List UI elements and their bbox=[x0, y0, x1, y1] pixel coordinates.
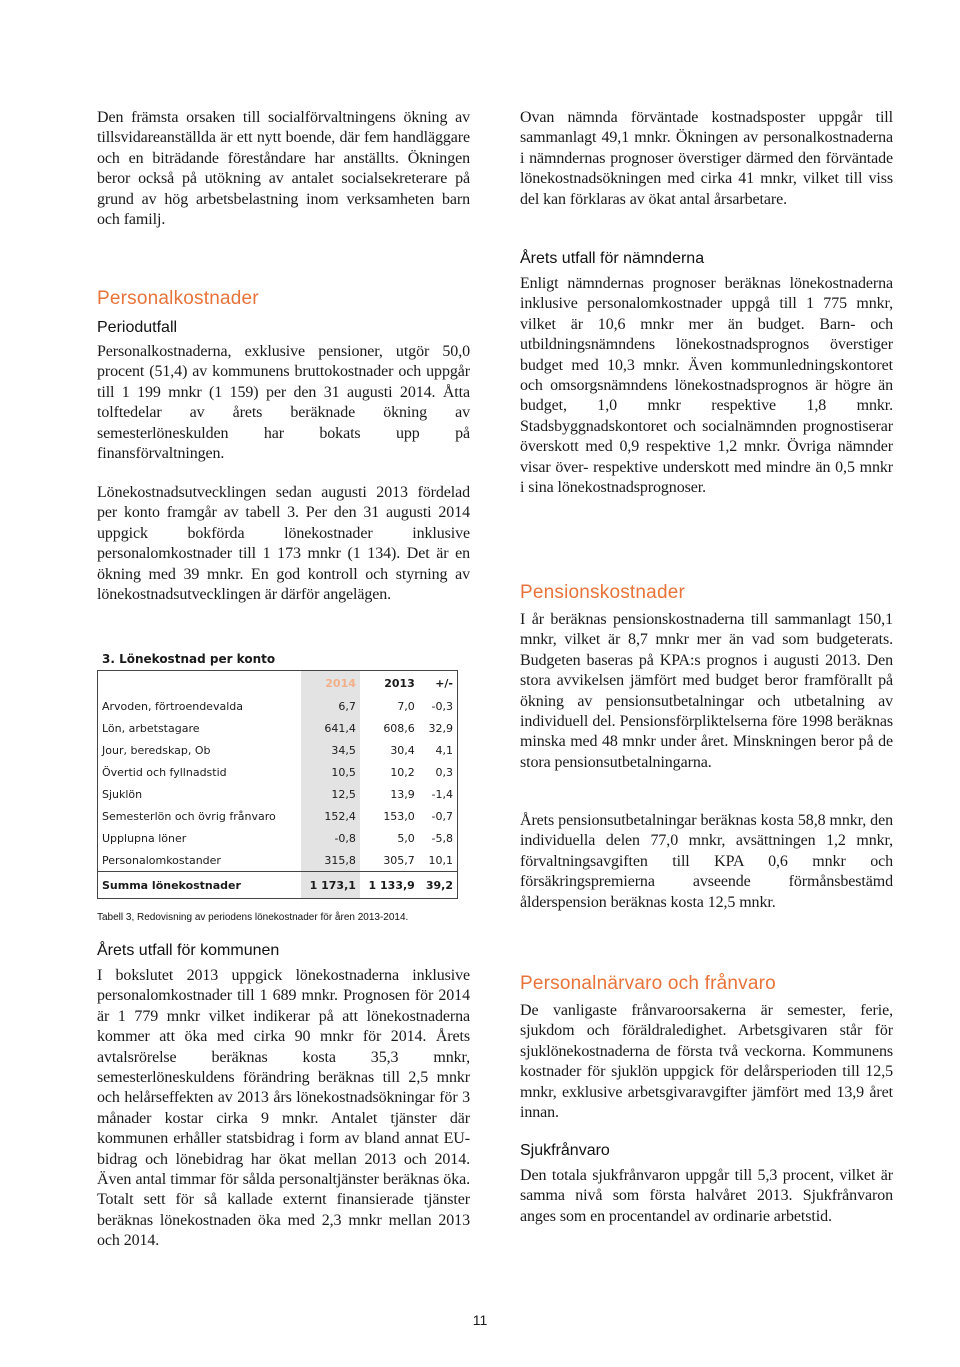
heading-personalkostnader: Personalkostnader bbox=[97, 288, 259, 309]
cell-2013: 13,9 bbox=[390, 787, 415, 801]
cell-2014: 10,5 bbox=[301, 761, 360, 783]
cell-2014: 152,4 bbox=[301, 805, 360, 827]
subheading-periodutfall: Periodutfall bbox=[97, 319, 178, 336]
paragraph-kommunen: I bokslutet 2013 uppgick lönekostnaderna inklusive personalomkostnader till 1 689 mnkr. Prognosen för 2014 är 1 779 mnkr vilket indikerar på att lönekostnaderna kommer att öka med cirka 90 mnkr för 2014. Årets avtalsrörelse beräknas kosta 35,3 mnkr, semesterlöneskuldens förändring beräknas till 2,5 mnkr och helårseffekten av 2013 års lönekostnadsökningar för 3 månader kostar cirka 9 mnkr. Antalet tjänster där kommunen erhåller statsbidrag i form av bland annat EU-bidrag och lönebidrag har ökat mellan 2013 och 2014. Även antal timmar för sålda personaltjänster beräknas öka. Totalt sett för så kallade externt finansierade tjänster beräknas lönekostnaden öka med 2,3 mnkr mellan 2013 och 2014. bbox=[97, 967, 470, 1250]
cell-diff: 10,1 bbox=[428, 853, 453, 867]
table-row bbox=[98, 761, 458, 783]
cell-2013: 5,0 bbox=[397, 831, 415, 845]
lonekostnad-text bbox=[97, 483, 470, 605]
paragraph-lonekostnadsutveckling: Lönekostnadsutvecklingen sedan augusti 2013 fördelad per konto framgår av tabell 3. Per den 31 augusti 2014 uppgick bokförda lönekostnader inklusive personalomkostnader till 1 173 mnkr (1 134). Det är en ökning med 39 mnkr. En god kontroll och styrning av lönekostnadsutvecklingen är därför angelägen. bbox=[97, 484, 470, 604]
cell-2014: 641,4 bbox=[301, 717, 360, 739]
row-label: Upplupna löner bbox=[102, 831, 187, 845]
paragraph-sjukfranvaro: Den totala sjukfrånvaron uppgår till 5,3 procent, vilket är samma nivå som första halvåret 2013. Sjukfrånvaron anges som en procentandel av ordinarie arbetstid. bbox=[520, 1167, 893, 1225]
pension-text-2 bbox=[520, 811, 893, 913]
cell-2014: 34,5 bbox=[301, 739, 360, 761]
row-label: Semesterlön och övrig frånvaro bbox=[102, 809, 276, 823]
paragraph-namnderna: Enligt nämndernas prognoser beräknas lönekostnaderna inklusive personalomkostnader uppgå till 1 775 mnkr, vilket är 10,6 mnkr mer än budget. Barn- och utbildningsnämndens lönekostnadsprognos överstiger budget med 10,3 mnkr. Även kommunledningskontoret och omsorgsnämndens lönekostnadsprognos är högre än budget, 1,0 mnkr respektive 1,8 mnkr. Stadsbyggnadskontoret och socialnämnden prognostiserar överskott med 0,9 respektive 1,2 mnkr. Övriga nämnder visar över- respektive underskott med mindre än 0,5 mnkr i sina lönekostnadsprognoser. bbox=[520, 275, 893, 497]
cell-2013: 10,2 bbox=[390, 765, 415, 779]
paragraph-periodutfall: Personalkostnaderna, exklusive pensioner, utgör 50,0 procent (51,4) av kommunens bruttokostnader och uppgår till 1 199 mnkr (1 159) per den 31 augusti 2014. Åtta tolftedelar av årets beräknade ökning av semesterlöneskulden har bokats upp på finansförvaltningen. bbox=[97, 343, 470, 463]
page-number: 11 bbox=[472, 1312, 488, 1328]
cell-2014: 6,7 bbox=[301, 695, 360, 717]
periodutfall-text bbox=[97, 342, 470, 464]
heading-personalnarvaro: Personalnärvaro och frånvaro bbox=[520, 973, 776, 994]
table-row bbox=[98, 783, 458, 805]
left-column bbox=[97, 108, 470, 230]
paragraph-narvaro: De vanligaste frånvaroorsakerna är semester, ferie, sjukdom och föräldraledighet. Arbetsgivaren står för sjuklönekostnaderna de första två veckorna. Kommunens kostnader för sjuklön uppgick för delårsperioden till 12,5 mnkr, exklusive arbetsgivaravgifter jämfört med 13,9 året innan. bbox=[520, 1002, 893, 1122]
heading-pensionskostnader: Pensionskostnader bbox=[520, 582, 686, 603]
paragraph-ovan: Ovan nämnda förväntade kostnadsposter uppgår till sammanlagt 49,1 mnkr. Ökningen av personalkostnaderna i nämndernas prognoser överstiger därmed den förväntade lönekostnadsökningen med cirka 41 mnkr, vilket till viss del kan förklaras av ökat antal årsarbetare. bbox=[520, 109, 893, 208]
sum-2014: 1 173,1 bbox=[301, 872, 360, 899]
paragraph-intro: Den främsta orsaken till socialförvaltningens ökning av tillsvidareanställda är ett nytt boende, där fem handläggare och en biträdande föreståndare har anställts. Ökningen beror också på utökning av antalet socialsekreterare på grund av hög arbetsbelastning inom verksamheten barn och familj. bbox=[97, 109, 470, 229]
cell-diff: 4,1 bbox=[435, 743, 453, 757]
subheading-namnderna: Årets utfall för nämnderna bbox=[520, 250, 705, 267]
table-header-row bbox=[98, 671, 458, 696]
row-label: Personalomkostander bbox=[102, 853, 221, 867]
table-row bbox=[98, 827, 458, 849]
sum-label: Summa lönekostnader bbox=[98, 872, 302, 899]
pension-text bbox=[520, 610, 893, 773]
cell-2013: 608,6 bbox=[383, 721, 415, 735]
cell-diff: -5,8 bbox=[431, 831, 453, 845]
cell-2014: -0,8 bbox=[301, 827, 360, 849]
table-caption: Tabell 3, Redovisning av periodens lönekostnader för åren 2013-2014. bbox=[97, 912, 409, 923]
sum-diff: 39,2 bbox=[419, 872, 458, 899]
row-label: Sjuklön bbox=[102, 787, 143, 801]
table-row bbox=[98, 805, 458, 827]
header-2013: 2013 bbox=[384, 676, 415, 690]
row-label: Lön, arbetstagare bbox=[102, 721, 200, 735]
cell-2014: 12,5 bbox=[301, 783, 360, 805]
subheading-kommunen: Årets utfall för kommunen bbox=[97, 942, 280, 959]
cell-diff: -0,3 bbox=[431, 699, 453, 713]
header-2014: 2014 bbox=[301, 671, 360, 696]
salary-cost-table bbox=[97, 670, 458, 899]
table-row bbox=[98, 717, 458, 739]
cell-2013: 30,4 bbox=[390, 743, 415, 757]
table-sum-row bbox=[98, 872, 458, 899]
right-intro bbox=[520, 108, 893, 210]
table-row bbox=[98, 695, 458, 717]
cell-diff: -0,7 bbox=[431, 809, 453, 823]
cell-2013: 153,0 bbox=[383, 809, 415, 823]
header-account bbox=[98, 671, 302, 696]
narvaro-text bbox=[520, 1001, 893, 1123]
cell-diff: 32,9 bbox=[428, 721, 453, 735]
cell-diff: -1,4 bbox=[431, 787, 453, 801]
table-title: 3. Lönekostnad per konto bbox=[102, 652, 276, 666]
subheading-sjukfranvaro: Sjukfrånvaro bbox=[520, 1142, 610, 1159]
cell-2014: 315,8 bbox=[301, 849, 360, 872]
row-label: Övertid och fyllnadstid bbox=[102, 765, 227, 779]
paragraph-pension-2: Årets pensionsutbetalningar beräknas kosta 58,8 mnkr, den individuella delen 77,0 mnkr, avsättningen 1,2 mnkr, förvaltningsavgiften till KPA 0,6 mnkr och försäkringspremierna avseende förmånsbestämd ålderspension beräknas kosta 12,5 mnkr. bbox=[520, 812, 893, 911]
sjuk-text bbox=[520, 1166, 893, 1227]
cell-diff: 0,3 bbox=[435, 765, 453, 779]
kommunen-text bbox=[97, 966, 470, 1252]
row-label: Arvoden, förtroendevalda bbox=[102, 699, 243, 713]
cell-2013: 305,7 bbox=[383, 853, 415, 867]
table-row bbox=[98, 849, 458, 872]
cell-2013: 7,0 bbox=[397, 699, 415, 713]
paragraph-pension-1: I år beräknas pensionskostnaderna till sammanlagt 150,1 mnkr, vilket är 8,7 mnkr mer än vad som budgeterats. Budgeten baseras på KPA:s prognos i augusti 2013. Den stora avvikelsen jämfört med budget beror framförallt på ökning av pensionsutbetalningar och utbetalning av individuell del. Pensionsförpliktelserna före 1998 beräknas minska med 48 mnkr under året. Minskningen beror på de stora pensionsutbetalningarna. bbox=[520, 611, 893, 771]
namnderna-text bbox=[520, 274, 893, 498]
row-label: Jour, beredskap, Ob bbox=[102, 743, 211, 757]
sum-2013: 1 133,9 bbox=[360, 872, 419, 899]
header-diff: +/- bbox=[435, 676, 453, 690]
table-row bbox=[98, 739, 458, 761]
